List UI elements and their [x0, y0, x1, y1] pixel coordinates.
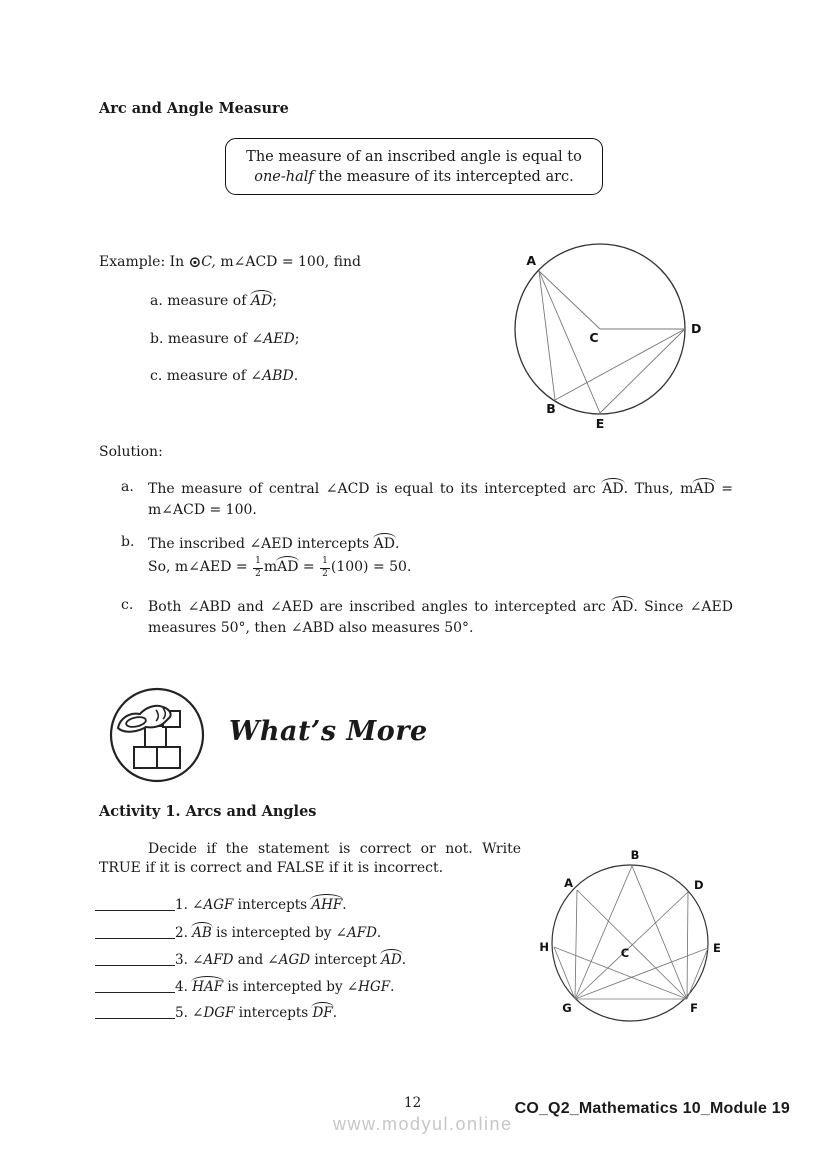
activity-item-5: 5. ∠DGF intercepts DF. [95, 1005, 337, 1021]
answer-blank [95, 979, 175, 993]
callout-box [225, 138, 603, 195]
arc-AD: AD [373, 536, 395, 552]
fraction-one-half: $\frac{1}{2}$ [322, 556, 328, 579]
point-label-E: E [713, 941, 721, 955]
circle-dot-symbol: ⊙ [188, 253, 202, 271]
arc-AD: AD [277, 559, 299, 575]
point-label-G: G [562, 1001, 572, 1015]
solution-a-line2: m∠ACD = 100. [148, 502, 257, 518]
arc-AD: AD [381, 952, 402, 968]
activity-item-3: 3. ∠AFD and ∠AGD intercept AD. [95, 952, 406, 968]
watermark: www.modyul.online [333, 1114, 513, 1134]
angle-ABD: ∠ABD [250, 368, 294, 384]
solution-c-line2: measures 50°, then ∠ABD also measures 50°. [148, 620, 474, 636]
arc-AD: AD [693, 481, 715, 497]
activity-instruction-line2: TRUE if it is correct and FALSE if it is incorrect. [99, 860, 444, 876]
solution-a-line1: The measure of central ∠ACD is equal to its intercepted arc AD. Thus, mAD = [148, 481, 733, 497]
example-item-c: c. measure of ∠ABD. [150, 368, 299, 384]
point-label-E: E [595, 416, 605, 431]
point-label-B: B [546, 401, 556, 416]
point-label-A: A [564, 876, 573, 890]
point-label-F: F [690, 1001, 698, 1015]
arc-HAF: HAF [192, 979, 224, 995]
point-label-D: D [691, 321, 702, 336]
point-label-D: D [694, 878, 704, 892]
point-label-A: A [526, 253, 536, 268]
activity-instruction-line1: Decide if the statement is correct or not. Write [148, 841, 521, 857]
arc-AD: AD [612, 599, 634, 615]
activity-item-1: 1. ∠AGF intercepts AHF. [95, 897, 347, 913]
point-label-B: B [630, 848, 640, 862]
activity-heading: Activity 1. Arcs and Angles [99, 803, 317, 820]
solution-item-b: b. The inscribed ∠AED intercepts AD. So, m∠AED = $\frac{1}{2}$ mAD = $\frac{1}{2}$ (100) = 50. [121, 534, 733, 580]
point-label-C: C [589, 330, 599, 345]
arc-DF: DF [312, 1005, 333, 1021]
solution-item-a: a. The measure of central ∠ACD is equal to its intercepted arc AD. Thus, mAD = m∠ACD = 100. [121, 479, 733, 521]
solution-b-line2: So, m∠AED = $\frac{1}{2}$ mAD = $\frac{1}{2}$ (100) = 50. [148, 556, 412, 579]
arc-AB: AB [192, 925, 212, 941]
solution-c-line1: Both ∠ABD and ∠AED are inscribed angles to intercepted arc AD. Since ∠AED [148, 599, 733, 615]
activity-circle-diagram [537, 844, 732, 1029]
point-label-C: C [620, 946, 630, 960]
answer-blank [95, 1005, 175, 1019]
solution-label: Solution: [99, 444, 163, 460]
angle-AED: ∠AED [251, 331, 295, 347]
example-item-a: a. measure of AD; [150, 293, 277, 309]
solution-b-line1: The inscribed ∠AED intercepts AD. [148, 536, 400, 552]
chords [539, 271, 685, 413]
whats-more-title: What’s More [229, 716, 428, 747]
answer-blank [95, 952, 175, 966]
activity-item-4: 4. HAF is intercepted by ∠HGF. [95, 979, 394, 995]
answer-blank [95, 925, 175, 939]
example-intro: Example: In ⊙C, m∠ACD = 100, find [99, 253, 361, 271]
example-item-b: b. measure of ∠AED; [150, 331, 300, 347]
arc-AD: AD [602, 481, 624, 497]
answer-blank [95, 897, 175, 911]
section-heading: Arc and Angle Measure [99, 100, 289, 117]
callout-line-1: The measure of an inscribed angle is equal to [246, 149, 582, 165]
callout-emphasis: one-half [254, 169, 314, 185]
module-label: CO_Q2_Mathematics 10_Module 19 [514, 1100, 790, 1117]
activity-item-2: 2. AB is intercepted by ∠AFD. [95, 925, 381, 941]
callout-line-2: one-half the measure of its intercepted arc. [254, 169, 574, 185]
solution-item-c: c. Both ∠ABD and ∠AED are inscribed angles to intercepted arc AD. Since ∠AED measures 50°, then ∠ABD also measures 50°. [121, 597, 733, 639]
arc-AHF: AHF [311, 897, 343, 913]
hand-stacking-blocks-icon [106, 684, 208, 786]
example-circle-diagram [494, 232, 714, 437]
point-label-H: H [539, 940, 549, 954]
fraction-one-half: $\frac{1}{2}$ [255, 556, 261, 579]
page-number: 12 [404, 1095, 422, 1111]
arc-AD: AD [250, 293, 273, 309]
